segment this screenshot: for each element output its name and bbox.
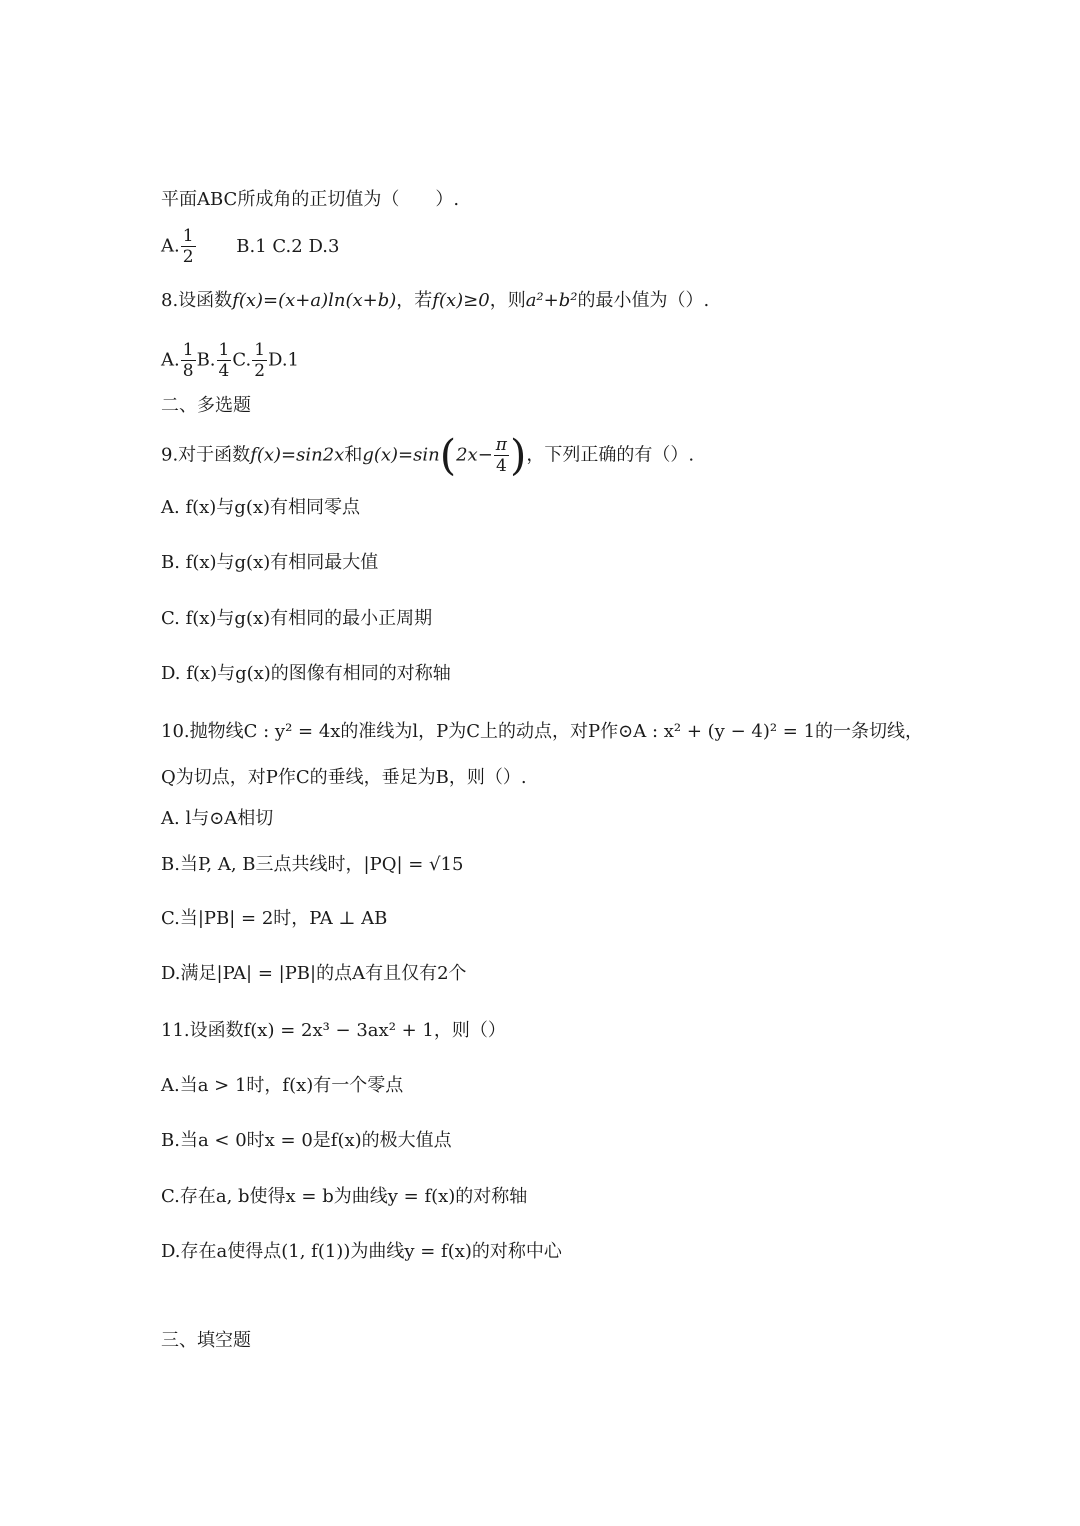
- section-heading-fill-in-blank: 三、填空题: [161, 1330, 251, 1351]
- q9-stem: 9.对于函数f(x)=sin2x和g(x)=sin(2x− $\frac{\pi}{4}$ )，下列正确的有（）.: [161, 430, 695, 480]
- fraction-one-half: $\frac{1}{2}$: [182, 226, 194, 267]
- q11-option-b: B.当a < 0时x = 0是f(x)的极大值点: [161, 1130, 452, 1151]
- q8-stem: 8.设函数f(x)=(x+a)ln(x+b)，若f(x)≥0，则a²+b²的最小值为（）.: [161, 290, 710, 311]
- q8-options: A. $\frac{1}{8}$ B. $\frac{1}{4}$ C. $\frac{1}{2}$ D.1: [161, 340, 299, 381]
- q10-option-c: C.当|PB| = 2时，PA ⊥ AB: [161, 908, 388, 929]
- q9-option-c: C. f(x)与g(x)有相同的最小正周期: [161, 608, 433, 629]
- q7-options: [161, 226, 339, 267]
- q10-stem-line1: 10.抛物线C : y² = 4x的准线为l，P为C上的动点，对P作⊙A : x² + (y − 4)² = 1的一条切线，: [161, 721, 924, 742]
- q7-stem-continuation: 平面ABC所成角的正切值为（ ）.: [161, 189, 460, 210]
- fraction-one-eighth: $\frac{1}{8}$: [182, 340, 194, 381]
- q9-option-a: A. f(x)与g(x)有相同零点: [161, 497, 361, 518]
- q10-option-b: B.当P, A, B三点共线时，|PQ| = √15: [161, 854, 464, 875]
- fraction-one-quarter: $\frac{1}{4}$: [218, 340, 230, 381]
- q11-stem: 11.设函数f(x) = 2x³ − 3ax² + 1，则（）: [161, 1020, 506, 1041]
- fraction-pi-over-four: $\frac{\pi}{4}$: [495, 435, 507, 476]
- q10-option-d: D.满足|PA| = |PB|的点A有且仅有2个: [161, 963, 467, 984]
- q11-option-d: D.存在a使得点(1, f(1))为曲线y = f(x)的对称中心: [161, 1241, 562, 1262]
- q7-option-a-label: A.: [161, 235, 180, 257]
- q7-options-bcd: B.1 C.2 D.3: [236, 235, 340, 257]
- q9-option-b: B. f(x)与g(x)有相同最大值: [161, 552, 379, 573]
- q11-option-c: C.存在a, b使得x = b为曲线y = f(x)的对称轴: [161, 1186, 528, 1207]
- q10-stem-line2: Q为切点，对P作C的垂线，垂足为B，则（）.: [161, 767, 527, 788]
- q9-option-d: D. f(x)与g(x)的图像有相同的对称轴: [161, 663, 451, 684]
- section-heading-multiple-choice: 二、多选题: [161, 395, 251, 416]
- q11-option-a: A.当a > 1时，f(x)有一个零点: [161, 1075, 404, 1096]
- fraction-one-half-2: $\frac{1}{2}$: [254, 340, 266, 381]
- q10-option-a: A. l与⊙A相切: [161, 808, 274, 829]
